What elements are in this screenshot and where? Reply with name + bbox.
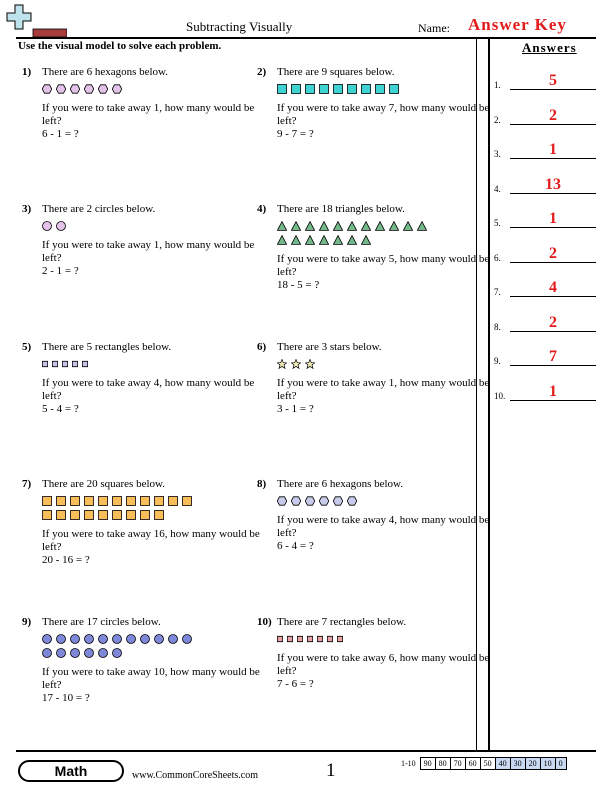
circle-icon: [42, 221, 52, 231]
problem-question: If you were to take away 4, how many would be left?: [42, 377, 255, 402]
square-icon: [126, 496, 136, 506]
square-icon: [70, 510, 80, 520]
problem-intro: There are 18 triangles below.: [277, 203, 405, 215]
logo-plus-icon: [3, 3, 67, 37]
problem-question: If you were to take away 7, how many would be left?: [277, 102, 490, 127]
square-icon: [140, 496, 150, 506]
problem-3: [22, 203, 267, 278]
triangle-icon: [291, 235, 301, 245]
problem-7: [22, 478, 267, 567]
circle-icon: [56, 221, 66, 231]
square-icon: [42, 496, 52, 506]
problem-equation: 3 - 1 = ?: [277, 403, 314, 415]
square-icon: [56, 510, 66, 520]
problem-intro: There are 20 squares below.: [42, 478, 165, 490]
footer-divider: [16, 750, 596, 752]
circle-icon: [84, 648, 94, 658]
problem-number: 10): [257, 616, 272, 628]
hexagon-icon: [84, 84, 94, 94]
circle-icon: [98, 634, 108, 644]
square-icon: [98, 510, 108, 520]
score-range-label: 1-10: [401, 759, 416, 768]
hexagon-icon: [291, 496, 301, 506]
hexagon-icon: [319, 496, 329, 506]
problem-number: 3): [22, 203, 32, 215]
circle-icon: [168, 634, 178, 644]
answer-row-2: [494, 107, 596, 127]
rectangle-icon: [42, 359, 48, 369]
square-icon: [389, 84, 399, 94]
answer-number: 8.: [494, 321, 501, 332]
answer-number: 7.: [494, 287, 501, 297]
problem-intro: There are 3 stars below.: [277, 341, 382, 353]
score-cell: 30: [510, 758, 525, 770]
problem-question: If you were to take away 1, how many would be left?: [277, 377, 490, 402]
problem-intro: There are 17 circles below.: [42, 616, 161, 628]
hexagon-icon: [70, 84, 80, 94]
page-title: Subtracting Visually: [186, 19, 293, 34]
circle-icon: [42, 648, 52, 658]
circle-icon: [126, 634, 136, 644]
rectangle-icon: [307, 634, 313, 644]
triangle-icon: [305, 235, 315, 245]
answer-value: 13: [545, 175, 561, 193]
shape-model: [42, 634, 192, 658]
problem-number: 4): [257, 203, 267, 215]
hexagon-icon: [112, 84, 122, 94]
answer-value: 1: [549, 382, 557, 400]
problem-question: If you were to take away 1, how many would be left?: [42, 239, 255, 264]
circle-icon: [56, 634, 66, 644]
answer-key-label: Answer Key: [468, 15, 567, 34]
answer-number: 5.: [494, 218, 501, 228]
score-cell: 20: [525, 758, 540, 770]
problem-equation: 20 - 16 = ?: [42, 554, 90, 566]
problem-number: 6): [257, 341, 267, 353]
answer-row-9: [494, 348, 596, 368]
triangle-icon: [375, 221, 385, 231]
problem-intro: There are 7 rectangles below.: [277, 616, 407, 628]
problem-1: [22, 66, 267, 141]
square-icon: [361, 84, 371, 94]
score-cell: 90: [420, 758, 435, 770]
problem-number: 1): [22, 66, 32, 78]
triangle-icon: [347, 221, 357, 231]
shape-model: [42, 84, 172, 94]
square-icon: [347, 84, 357, 94]
triangle-icon: [347, 235, 357, 245]
answer-value: 1: [549, 210, 557, 227]
star-icon: [305, 359, 315, 369]
shape-model: [277, 84, 407, 94]
star-icon: [277, 359, 287, 369]
circle-icon: [98, 648, 108, 658]
shape-model: [42, 496, 192, 520]
problem-4: [257, 203, 502, 292]
triangle-icon: [403, 221, 413, 231]
shape-model: [277, 221, 427, 245]
square-icon: [140, 510, 150, 520]
rectangle-icon: [337, 634, 343, 644]
answer-number: 4.: [494, 183, 501, 194]
problem-equation: 9 - 7 = ?: [277, 128, 314, 140]
triangle-icon: [277, 221, 287, 231]
hexagon-icon: [333, 496, 343, 506]
triangle-icon: [389, 221, 399, 231]
triangle-icon: [361, 235, 371, 245]
shape-model: [277, 496, 407, 506]
problem-intro: There are 6 hexagons below.: [277, 478, 404, 490]
circle-icon: [112, 634, 122, 644]
shape-model: [42, 359, 172, 369]
answer-value: 7: [549, 348, 557, 365]
answer-number: 3.: [494, 149, 501, 159]
triangle-icon: [277, 235, 287, 245]
hexagon-icon: [98, 84, 108, 94]
problem-number: 8): [257, 478, 267, 490]
problem-question: If you were to take away 1, how many would be left?: [42, 102, 255, 127]
square-icon: [319, 84, 329, 94]
problem-number: 9): [22, 616, 32, 628]
problem-intro: There are 9 squares below.: [277, 66, 395, 78]
problem-question: If you were to take away 5, how many would be left?: [277, 253, 490, 278]
page-number: 1: [326, 760, 336, 781]
square-icon: [112, 510, 122, 520]
answer-number: 2.: [494, 114, 501, 125]
problem-equation: 18 - 5 = ?: [277, 279, 320, 291]
name-label: Name:: [418, 21, 450, 35]
problem-question: If you were to take away 10, how many would be left?: [42, 666, 260, 691]
answer-number: 6.: [494, 252, 501, 263]
problem-question: If you were to take away 16, how many would be left?: [42, 528, 260, 553]
instructions: Use the visual model to solve each problem.: [18, 40, 222, 52]
answer-value: 2: [549, 313, 557, 331]
square-icon: [126, 510, 136, 520]
problem-equation: 6 - 1 = ?: [42, 128, 79, 140]
problem-question: If you were to take away 4, how many would be left?: [277, 514, 490, 539]
square-icon: [277, 84, 287, 94]
answer-number: 10.: [494, 390, 506, 401]
score-cell: 70: [450, 758, 465, 770]
answer-row-1: [494, 72, 596, 92]
rectangle-icon: [72, 359, 78, 369]
square-icon: [375, 84, 385, 94]
answer-row-5: [494, 210, 596, 230]
square-icon: [98, 496, 108, 506]
square-icon: [42, 510, 52, 520]
problem-number: 5): [22, 341, 32, 353]
triangle-icon: [319, 235, 329, 245]
rectangle-icon: [287, 634, 293, 644]
triangle-icon: [333, 235, 343, 245]
triangle-icon: [319, 221, 329, 231]
shape-model: [277, 359, 407, 369]
square-icon: [333, 84, 343, 94]
triangle-icon: [291, 221, 301, 231]
square-icon: [84, 510, 94, 520]
answer-value: 5: [549, 72, 557, 89]
answer-value: 2: [549, 106, 557, 124]
score-cell: 10: [540, 758, 555, 770]
circle-icon: [112, 648, 122, 658]
rectangle-icon: [327, 634, 333, 644]
math-badge: Math: [18, 760, 124, 782]
problem-equation: 7 - 6 = ?: [277, 678, 314, 690]
circle-icon: [42, 634, 52, 644]
answer-row-8: [494, 314, 596, 334]
score-table: [398, 757, 567, 770]
score-cell: 0: [555, 758, 566, 770]
rectangle-icon: [277, 634, 283, 644]
circle-icon: [70, 634, 80, 644]
square-icon: [168, 496, 178, 506]
square-icon: [70, 496, 80, 506]
problem-intro: There are 5 rectangles below.: [42, 341, 172, 353]
problem-8: [257, 478, 502, 553]
circle-icon: [56, 648, 66, 658]
problem-9: [22, 616, 267, 705]
triangle-icon: [417, 221, 427, 231]
rectangle-icon: [62, 359, 68, 369]
star-icon: [291, 359, 301, 369]
score-cell: 50: [480, 758, 495, 770]
answer-row-6: [494, 245, 596, 265]
hexagon-icon: [277, 496, 287, 506]
square-icon: [112, 496, 122, 506]
circle-icon: [140, 634, 150, 644]
square-icon: [56, 496, 66, 506]
rectangle-icon: [297, 634, 303, 644]
rectangle-icon: [52, 359, 58, 369]
square-icon: [154, 496, 164, 506]
hexagon-icon: [347, 496, 357, 506]
circle-icon: [154, 634, 164, 644]
triangle-icon: [305, 221, 315, 231]
answer-value: 2: [549, 244, 557, 262]
problem-6: [257, 341, 502, 416]
hexagon-icon: [305, 496, 315, 506]
problem-equation: 2 - 1 = ?: [42, 265, 79, 277]
answer-row-4: [494, 176, 596, 196]
square-icon: [305, 84, 315, 94]
problem-number: 2): [257, 66, 267, 78]
answer-number: 1.: [494, 80, 501, 90]
circle-icon: [84, 634, 94, 644]
answers-header: Answers: [522, 40, 577, 55]
square-icon: [291, 84, 301, 94]
problem-2: [257, 66, 502, 141]
triangle-icon: [333, 221, 343, 231]
problem-10: [257, 616, 502, 691]
problem-number: 7): [22, 478, 32, 490]
answer-value: 4: [549, 279, 557, 296]
circle-icon: [70, 648, 80, 658]
square-icon: [84, 496, 94, 506]
problem-intro: There are 6 hexagons below.: [42, 66, 169, 78]
answer-row-10: [494, 383, 596, 403]
header-divider: [16, 37, 596, 39]
square-icon: [154, 510, 164, 520]
score-cell: 60: [465, 758, 480, 770]
problem-5: [22, 341, 267, 416]
rectangle-icon: [317, 634, 323, 644]
hexagon-icon: [56, 84, 66, 94]
problem-equation: 6 - 4 = ?: [277, 540, 314, 552]
answer-value: 1: [549, 141, 557, 158]
circle-icon: [182, 634, 192, 644]
shape-model: [277, 634, 407, 644]
site-url: www.CommonCoreSheets.com: [132, 770, 259, 781]
answer-row-3: [494, 141, 596, 161]
problem-equation: 5 - 4 = ?: [42, 403, 79, 415]
problem-intro: There are 2 circles below.: [42, 203, 156, 215]
hexagon-icon: [42, 84, 52, 94]
problem-question: If you were to take away 6, how many would be left?: [277, 652, 490, 677]
score-cell: 80: [435, 758, 450, 770]
square-icon: [182, 496, 192, 506]
score-cell: 40: [495, 758, 510, 770]
problem-equation: 17 - 10 = ?: [42, 692, 90, 704]
triangle-icon: [361, 221, 371, 231]
shape-model: [42, 221, 172, 231]
rectangle-icon: [82, 359, 88, 369]
answer-row-7: [494, 279, 596, 299]
answer-number: 9.: [494, 356, 501, 366]
